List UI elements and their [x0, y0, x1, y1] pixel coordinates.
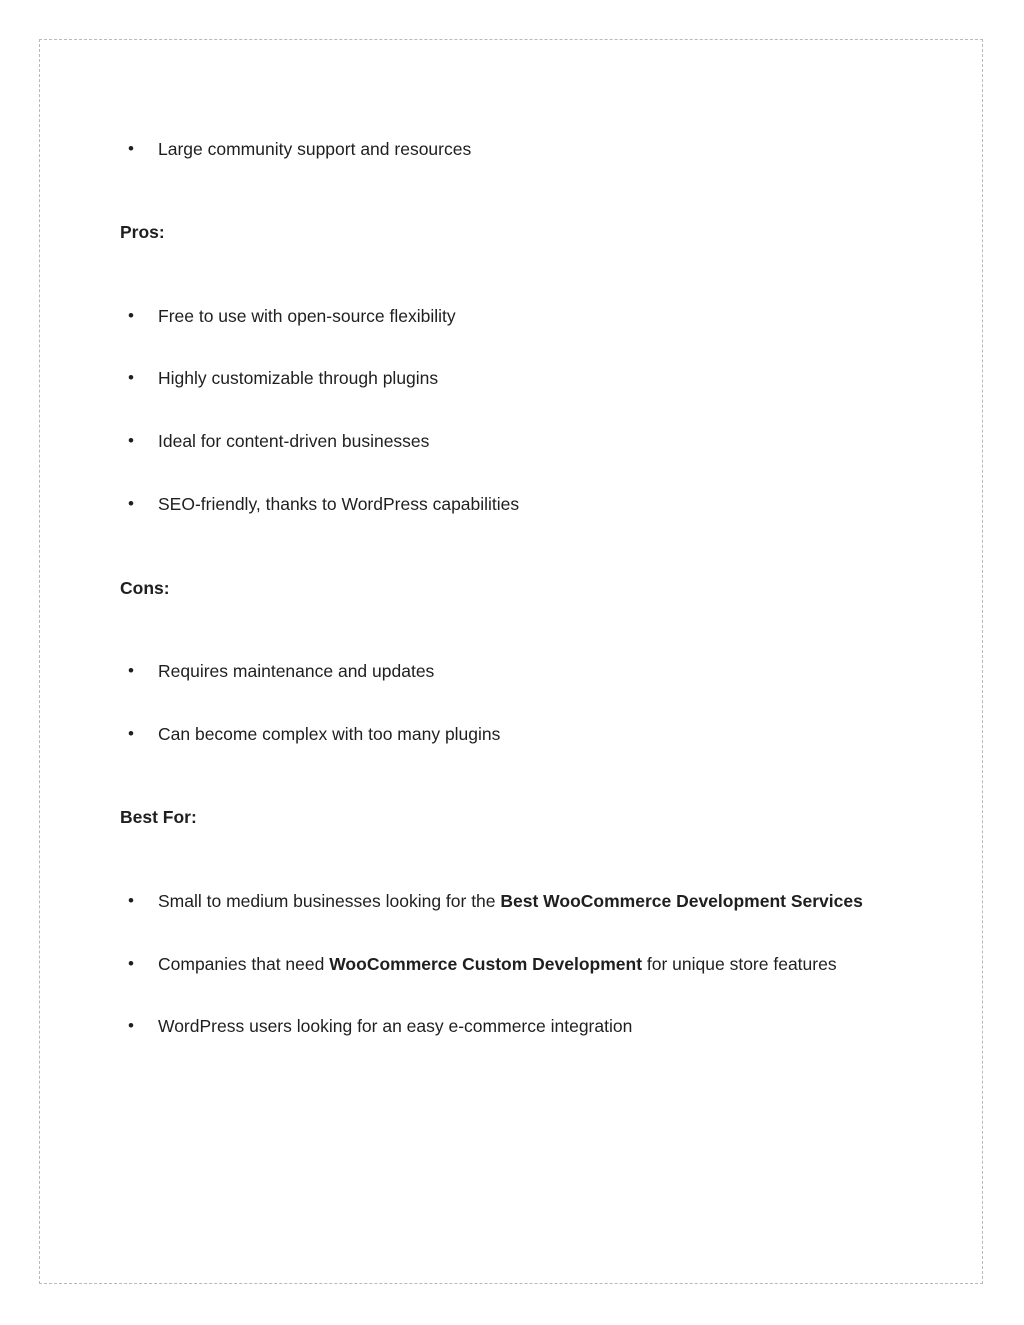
list-item-text: Can become complex with too many plugins — [158, 724, 501, 744]
bullet-icon: • — [128, 306, 134, 325]
pros-heading: Pros: — [120, 222, 165, 242]
list-item — [0, 953, 1024, 975]
bullet-icon: • — [128, 954, 134, 973]
list-item — [0, 660, 1024, 682]
text-run: Small to medium businesses looking for the — [158, 891, 501, 911]
text-run: WordPress users looking for an easy e-commerce integration — [158, 1016, 633, 1036]
list-item-text — [158, 1015, 632, 1037]
bullet-icon: • — [128, 431, 134, 450]
bullet-icon: • — [128, 368, 134, 387]
bold-text-run: Best WooCommerce Development Services — [500, 891, 863, 911]
best-for-heading: Best For: — [120, 807, 197, 827]
list-item-text — [158, 953, 837, 975]
list-item-text: Large community support and resources — [158, 139, 472, 159]
list-item — [0, 493, 1024, 515]
list-item-text: Free to use with open-source flexibility — [158, 306, 456, 326]
list-item-text: Highly customizable through plugins — [158, 368, 439, 388]
cons-heading: Cons: — [120, 578, 170, 598]
list-item — [0, 430, 1024, 452]
bullet-icon: • — [128, 891, 134, 910]
text-run: for unique store features — [642, 954, 837, 974]
list-item-text: Requires maintenance and updates — [158, 661, 435, 681]
list-item — [0, 723, 1024, 745]
text-run: Companies that need — [158, 954, 330, 974]
bullet-icon: • — [128, 724, 134, 743]
bullet-icon: • — [128, 139, 134, 158]
bullet-icon: • — [128, 1016, 134, 1035]
list-item-text: Ideal for content-driven businesses — [158, 431, 430, 451]
list-item — [0, 138, 1024, 160]
list-item — [0, 367, 1024, 389]
list-item — [0, 890, 1024, 912]
list-item — [0, 305, 1024, 327]
bullet-icon: • — [128, 661, 134, 680]
list-item — [0, 1015, 1024, 1037]
bold-text-run: WooCommerce Custom Development — [329, 954, 643, 974]
bullet-icon: • — [128, 494, 134, 513]
list-item-text: SEO-friendly, thanks to WordPress capabilities — [158, 494, 520, 514]
list-item-text — [158, 890, 863, 912]
